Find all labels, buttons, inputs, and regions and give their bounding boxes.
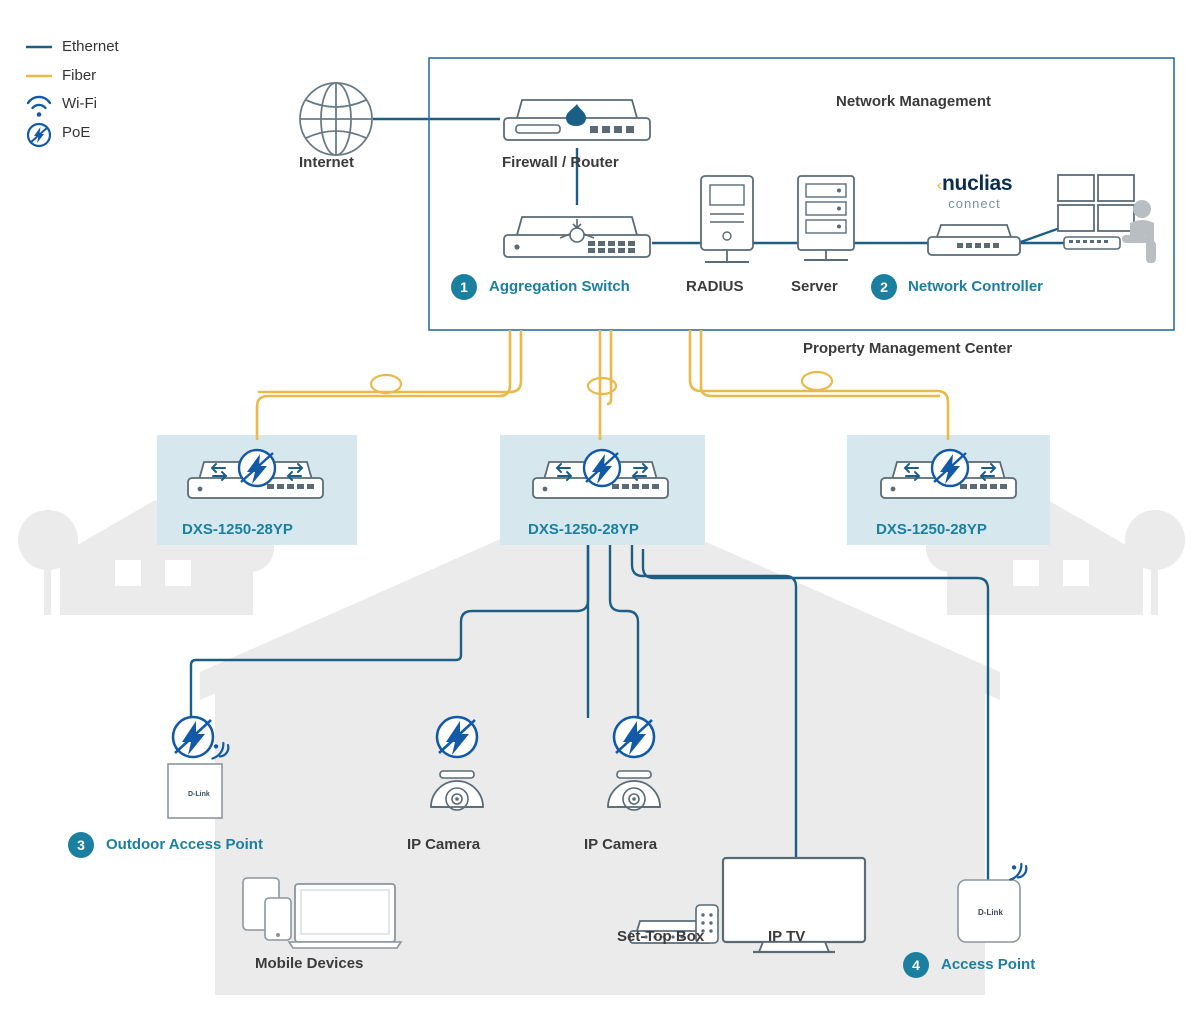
label-aggregation-switch: Aggregation Switch	[489, 278, 630, 295]
radius-server-icon	[701, 176, 753, 262]
ip-camera-2-icon	[608, 717, 660, 810]
label-ip-camera-1: IP Camera	[407, 836, 481, 853]
label-firewall-router: Firewall / Router	[502, 154, 619, 171]
globe-icon	[300, 83, 372, 155]
label-internet: Internet	[299, 154, 355, 171]
label-access-point: Access Point	[941, 956, 1036, 973]
label-ip-camera-2: IP Camera	[584, 836, 658, 853]
label-property-management-center: Property Management Center	[803, 340, 1013, 357]
label-switch-left: DXS-1250-28YP	[182, 521, 293, 538]
badge-2: 2	[871, 274, 897, 300]
label-switch-center: DXS-1250-28YP	[528, 521, 639, 538]
legend-label-wifi: Wi-Fi	[62, 95, 97, 112]
badge-1: 1	[451, 274, 477, 300]
label-ip-tv: IP TV	[768, 928, 806, 945]
label-network-controller: Network Controller	[908, 278, 1044, 295]
label-server: Server	[791, 278, 838, 295]
outdoor-access-point-icon	[168, 717, 231, 818]
aggregation-switch-icon	[504, 217, 650, 257]
svg-text:D-Link: D-Link	[188, 791, 210, 798]
server-rack-icon	[798, 176, 854, 260]
legend-label-poe: PoE	[62, 124, 91, 141]
switch-right-icon	[881, 450, 1016, 498]
label-network-management: Network Management	[836, 93, 992, 110]
nuclias-wordmark: ‹nuclias	[936, 172, 1013, 195]
firewall-router-icon	[504, 100, 650, 140]
network-controller-icon	[928, 225, 1020, 255]
label-set-top-box: Set-Top Box	[617, 928, 705, 945]
ip-camera-1-icon	[431, 717, 483, 810]
svg-text:D-Link: D-Link	[978, 908, 1003, 917]
badge-3: 3	[68, 832, 94, 858]
label-mobile-devices: Mobile Devices	[255, 955, 364, 972]
nuclias-tagline: connect	[948, 196, 1001, 211]
workstation-icon	[1058, 175, 1156, 263]
legend-label-ethernet: Ethernet	[62, 38, 119, 55]
nuclias-chevron-icon: ‹	[936, 177, 943, 194]
badge-4: 4	[903, 952, 929, 978]
label-outdoor-access-point: Outdoor Access Point	[106, 836, 263, 853]
access-point-icon	[958, 860, 1029, 942]
nuclias-logo	[912, 172, 1037, 211]
switch-center-icon	[533, 450, 668, 498]
label-switch-right: DXS-1250-28YP	[876, 521, 987, 538]
switch-left-icon	[188, 450, 323, 498]
label-radius: RADIUS	[686, 278, 744, 295]
legend-label-fiber: Fiber	[62, 67, 97, 84]
mobile-devices-icon	[243, 878, 401, 948]
